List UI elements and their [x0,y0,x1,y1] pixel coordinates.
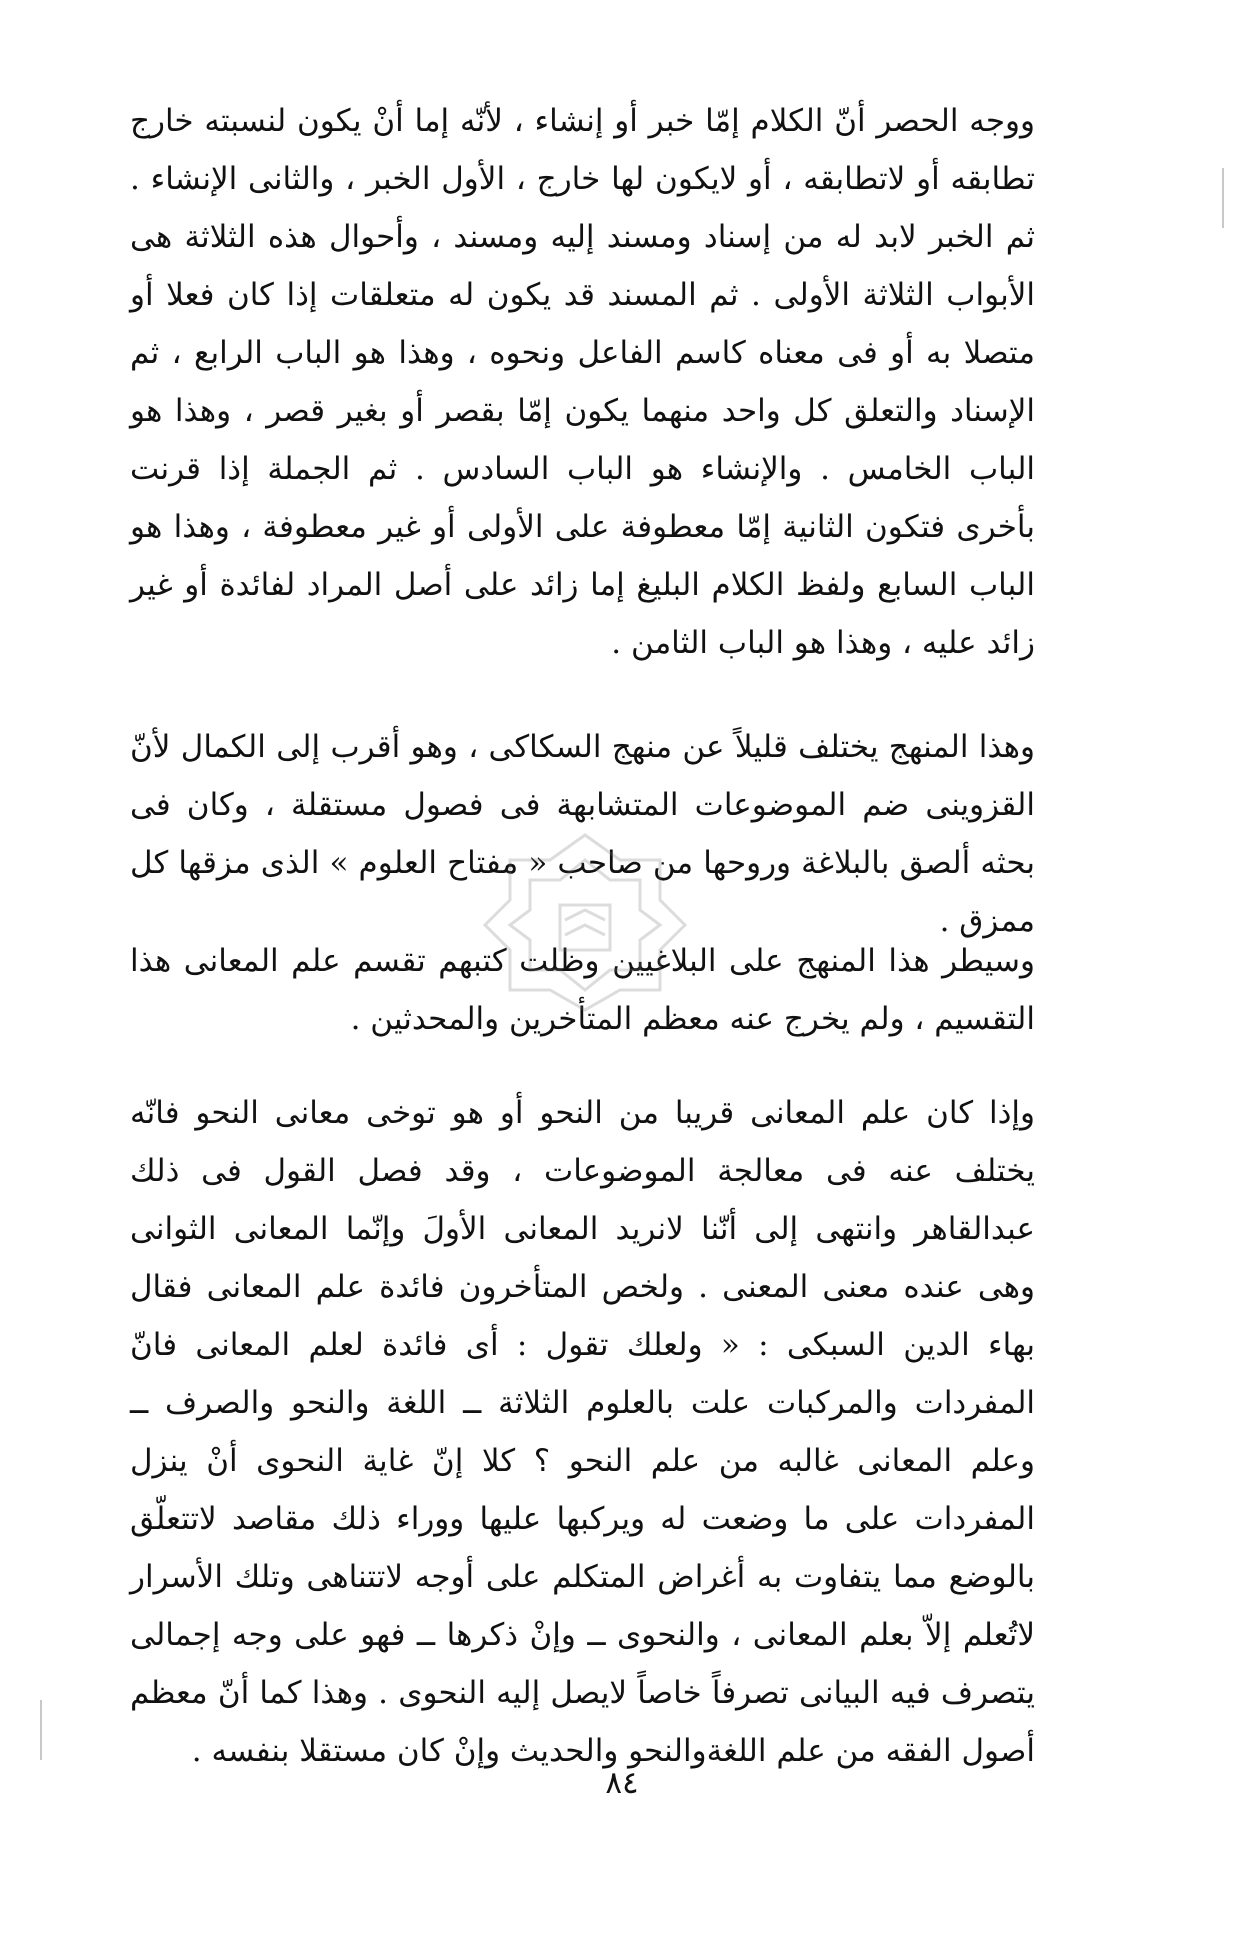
paragraph: وإذا كان علم المعانى قريبا من النحو أو هو توخى معانى النحو فانّه يختلف عنه فى معالجة الموضوعات ، وقد فصل القول فى ذلك عبدالقاهر وانتهى إلى أنّنا لانريد المعانى الأولَ وإنّما المعانى الثوانى وهى عنده معنى المعنى . ولخص المتأخرون فائدة علم المعانى فقال بهاء الدين السبكى : « ولعلك تقول : أى فائدة لعلم المعانى فانّ المفردات والمركبات علت بالعلوم الثلاثة ــ اللغة والنحو والصرف ــ وعلم المعانى غالبه من علم النحو ؟ كلا إنّ غاية النحوى أنْ ينزل المفردات على ما وضعت له ويركبها عليها ووراء ذلك مقاصد لاتتعلّق بالوضع مما يتفاوت به أغراض المتكلم على أوجه لاتتناهى وتلك الأسرار لاتُعلم إلاّ بعلم المعانى ، والنحوى ــ وإنْ ذكرها ــ فهو على وجه إجمالى يتصرف فيه البيانى تصرفاً خاصاً لايصل إليه النحوى . وهذا كما أنّ معظم أصول الفقه من علم اللغةوالنحو والحديث وإنْ كان مستقلا بنفسه . [130,1095,1035,1769]
page-number: ٨٤ [605,1765,639,1801]
paragraph: وسيطر هذا المنهج على البلاغيين وظلت كتبهم تقسم علم المعانى هذا التقسيم ، ولم يخرج عنه معظم المتأخرين والمحدثين . [130,943,1035,1037]
library-seal-watermark [470,825,700,1015]
paragraph: ووجه الحصر أنّ الكلام إمّا خبر أو إنشاء ، لأنّه إما أنْ يكون لنسبته خارج تطابقه أو لاتطابقه ، أو لايكون لها خارج ، الأول الخبر ، والثانى الإنشاء . ثم الخبر لابد له من إسناد ومسند إليه ومسند ، وأحوال هذه الثلاثة هى الأبواب الثلاثة الأولى . ثم المسند قد يكون له متعلقات إذا كان فعلا أو متصلا به أو فى معناه كاسم الفاعل ونحوه ، وهذا هو الباب الرابع ، ثم الإسناد والتعلق كل واحد منهما يكون إمّا بقصر أو بغير قصر ، وهذا هو الباب الخامس . والإنشاء هو الباب السادس . ثم الجملة إذا قرنت بأخرى فتكون الثانية إمّا معطوفة على الأولى أو غير معطوفة ، وهذا هو الباب السابع ولفظ الكلام البليغ إما زائد على أصل المراد لفائدة أو غير زائد عليه ، وهذا هو الباب الثامن . [130,103,1035,661]
scan-edge-mark [40,1700,42,1760]
paragraph: وهذا المنهج يختلف قليلاً عن منهج السكاكى ، وهو أقرب إلى الكمال لأنّ القزوينى ضم الموضوعات المتشابهة فى فصول مستقلة ، وكان فى بحثه ألصق بالبلاغة وروحها من صاحب « مفتاح العلوم » الذى مزقها كل ممزق . [130,729,1035,939]
scan-edge-mark [1222,168,1224,228]
